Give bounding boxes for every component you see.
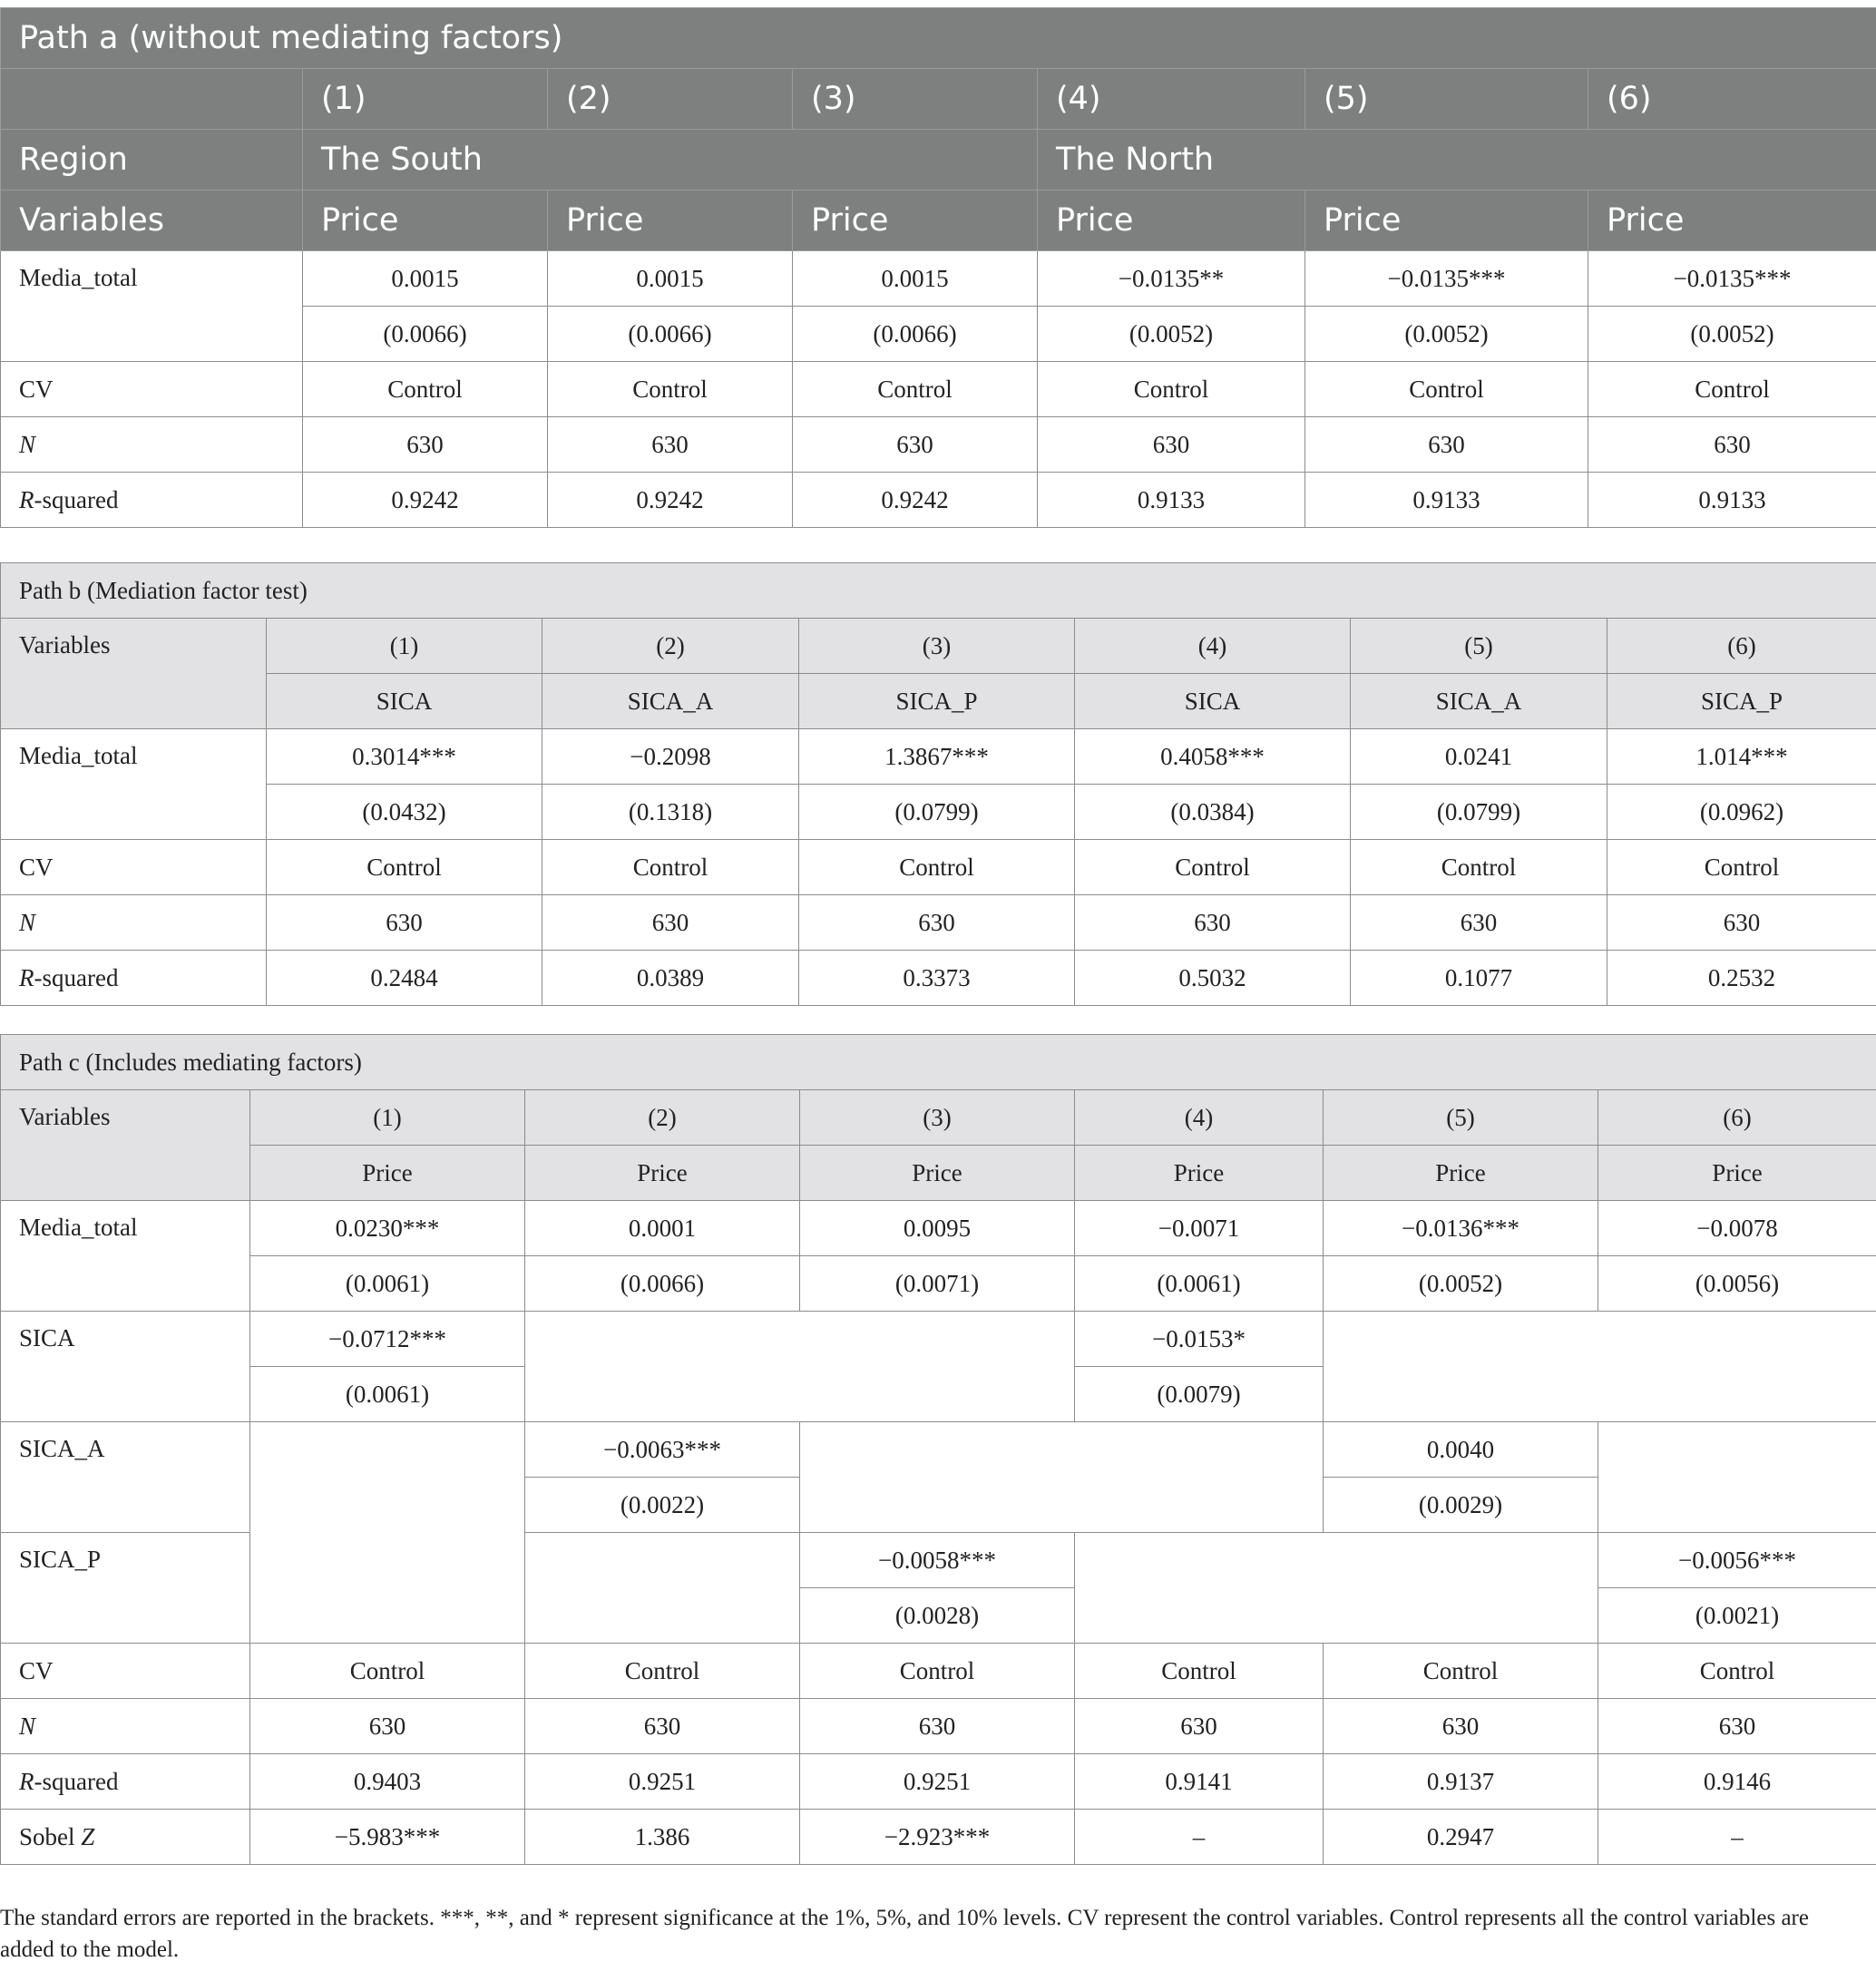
coef-cell: −0.0071: [1075, 1201, 1324, 1256]
coef-cell: −0.0136***: [1324, 1201, 1598, 1256]
coef-cell: 0.4058***: [1075, 729, 1351, 785]
sobel-cell: 0.2947: [1324, 1810, 1598, 1865]
cv-cell: Control: [1324, 1644, 1598, 1699]
column-number: (5): [1324, 1090, 1598, 1146]
se-cell: (0.0052): [1038, 307, 1305, 362]
n-cell: 630: [1607, 895, 1876, 951]
coef-cell: −0.0058***: [800, 1533, 1075, 1588]
coef-cell: −0.0135**: [1038, 251, 1305, 307]
row-label-sobel-z: [1, 1810, 250, 1865]
n-cell: 630: [548, 417, 793, 473]
r-symbol: R: [19, 963, 34, 991]
coef-cell: 0.0230***: [250, 1201, 525, 1256]
se-cell: (0.0799): [799, 785, 1075, 840]
coef-cell: 1.014***: [1607, 729, 1876, 785]
empty-cell: [250, 1422, 525, 1644]
dependent-variable: Price: [303, 190, 548, 251]
column-number: (3): [799, 619, 1075, 674]
row-label-n: N: [1, 417, 303, 473]
path-c-column-numbers: [1, 1090, 1876, 1146]
r2-cell: 0.9137: [1324, 1754, 1598, 1810]
variables-label: Variables: [1, 1090, 250, 1201]
table-row: [1, 417, 1876, 473]
se-cell: (0.0066): [548, 307, 793, 362]
column-number: (6): [1598, 1090, 1876, 1146]
r2-cell: 0.5032: [1075, 951, 1351, 1006]
coef-cell: 0.0040: [1324, 1422, 1598, 1478]
n-cell: 630: [793, 417, 1038, 473]
se-cell: (0.0061): [250, 1256, 525, 1312]
n-cell: 630: [267, 895, 542, 951]
sobel-cell: −2.923***: [800, 1810, 1075, 1865]
row-label-sica-a: SICA_A: [1, 1422, 250, 1533]
se-cell: (0.0799): [1351, 785, 1607, 840]
coef-cell: −0.0135***: [1588, 251, 1876, 307]
table-row: [1, 1256, 1876, 1312]
cv-cell: Control: [548, 362, 793, 417]
table-row: [1, 951, 1876, 1006]
se-cell: (0.0432): [267, 785, 542, 840]
cv-cell: Control: [525, 1644, 800, 1699]
r2-cell: 0.9242: [303, 473, 548, 528]
r2-cell: 0.9251: [800, 1754, 1075, 1810]
column-number: (2): [542, 619, 799, 674]
dependent-variable: SICA_A: [1351, 674, 1607, 729]
column-number: (5): [1351, 619, 1607, 674]
n-cell: 630: [800, 1699, 1075, 1754]
r-suffix: -squared: [34, 1767, 119, 1795]
table-row: [1, 1422, 1876, 1478]
dependent-variable: Price: [793, 190, 1038, 251]
r2-cell: 0.9146: [1598, 1754, 1876, 1810]
dependent-variable: Price: [1598, 1146, 1876, 1201]
r2-cell: 0.9242: [793, 473, 1038, 528]
se-cell: (0.0052): [1588, 307, 1876, 362]
path-a-region-row: [1, 130, 1876, 190]
dependent-variable: Price: [1075, 1146, 1324, 1201]
n-cell: 630: [1351, 895, 1607, 951]
sobel-cell: −5.983***: [250, 1810, 525, 1865]
r-suffix: -squared: [34, 485, 119, 513]
dependent-variable: SICA_P: [1607, 674, 1876, 729]
cv-cell: Control: [542, 840, 799, 895]
coef-cell: 0.0015: [303, 251, 548, 307]
cv-cell: Control: [1305, 362, 1588, 417]
dependent-variable: Price: [250, 1146, 525, 1201]
path-a-table: [0, 7, 1876, 528]
dependent-variable: SICA_A: [542, 674, 799, 729]
table-row: [1, 840, 1876, 895]
se-cell: (0.0071): [800, 1256, 1075, 1312]
column-number: (2): [525, 1090, 800, 1146]
cv-cell: Control: [1038, 362, 1305, 417]
coef-cell: 0.0015: [548, 251, 793, 307]
r2-cell: 0.9133: [1588, 473, 1876, 528]
dependent-variable: SICA_P: [799, 674, 1075, 729]
r-symbol: R: [19, 485, 34, 513]
r-symbol: R: [19, 1767, 34, 1795]
n-cell: 630: [1324, 1699, 1598, 1754]
row-label-r-squared: [1, 1754, 250, 1810]
sobel-cell: –: [1075, 1810, 1324, 1865]
table-row: [1, 1754, 1876, 1810]
cv-cell: Control: [1075, 1644, 1324, 1699]
coef-cell: 1.3867***: [799, 729, 1075, 785]
cv-cell: Control: [793, 362, 1038, 417]
row-label-cv: CV: [1, 362, 303, 417]
table-row: [1, 895, 1876, 951]
cv-cell: Control: [1351, 840, 1607, 895]
r2-cell: 0.0389: [542, 951, 799, 1006]
column-number: (4): [1038, 69, 1305, 130]
se-cell: (0.0061): [1075, 1256, 1324, 1312]
r2-cell: 0.9133: [1038, 473, 1305, 528]
column-number: (3): [800, 1090, 1075, 1146]
path-a-column-numbers: [1, 69, 1876, 130]
table-row: [1, 1810, 1876, 1865]
r2-cell: 0.9251: [525, 1754, 800, 1810]
table-row: [1, 362, 1876, 417]
se-cell: (0.0056): [1598, 1256, 1876, 1312]
se-cell: (0.0061): [250, 1367, 525, 1422]
se-cell: (0.1318): [542, 785, 799, 840]
column-number: (1): [267, 619, 542, 674]
n-cell: 630: [1038, 417, 1305, 473]
sobel-prefix: Sobel: [19, 1822, 82, 1850]
cv-cell: Control: [1588, 362, 1876, 417]
row-label-cv: CV: [1, 840, 267, 895]
region-label: Region: [1, 130, 303, 190]
table-row: [1, 473, 1876, 528]
cv-cell: Control: [800, 1644, 1075, 1699]
r2-cell: 0.9133: [1305, 473, 1588, 528]
coef-cell: −0.0153*: [1075, 1312, 1324, 1367]
row-label-sica: SICA: [1, 1312, 250, 1422]
sobel-cell: 1.386: [525, 1810, 800, 1865]
table-footnote: The standard errors are reported in the brackets. ***, **, and * represent significance at the 1%, 5%, and 10% levels. CV represent the control variables. Control represents all the control variables are added to the model.: [0, 1906, 1809, 1962]
n-cell: 630: [542, 895, 799, 951]
row-label-r-squared: [1, 951, 267, 1006]
r2-cell: 0.3373: [799, 951, 1075, 1006]
row-label-n: N: [1, 1699, 250, 1754]
empty-cell: [1324, 1312, 1876, 1422]
se-cell: (0.0052): [1305, 307, 1588, 362]
sobel-cell: –: [1598, 1810, 1876, 1865]
column-number: (6): [1607, 619, 1876, 674]
se-cell: (0.0052): [1324, 1256, 1598, 1312]
region-north: The North: [1038, 130, 1876, 190]
column-number: (1): [250, 1090, 525, 1146]
se-cell: (0.0066): [525, 1256, 800, 1312]
coef-cell: 0.3014***: [267, 729, 542, 785]
se-cell: (0.0028): [800, 1588, 1075, 1644]
cv-cell: Control: [1607, 840, 1876, 895]
dependent-variable: SICA: [1075, 674, 1351, 729]
table-row: [1, 251, 1876, 307]
se-cell: (0.0066): [793, 307, 1038, 362]
r2-cell: 0.9141: [1075, 1754, 1324, 1810]
region-south: The South: [303, 130, 1038, 190]
row-label-media-total: Media_total: [1, 1201, 250, 1312]
column-number: (4): [1075, 619, 1351, 674]
coef-cell: −0.0056***: [1598, 1533, 1876, 1588]
column-number: (4): [1075, 1090, 1324, 1146]
path-b-table: [0, 562, 1876, 1006]
se-cell: (0.0029): [1324, 1478, 1598, 1533]
row-label-n: N: [1, 895, 267, 951]
n-cell: 630: [250, 1699, 525, 1754]
se-cell: (0.0021): [1598, 1588, 1876, 1644]
row-label-r-squared: [1, 473, 303, 528]
r2-cell: 0.2532: [1607, 951, 1876, 1006]
table-row: [1, 729, 1876, 785]
se-cell: (0.0384): [1075, 785, 1351, 840]
table-row: [1, 1201, 1876, 1256]
coef-cell: 0.0015: [793, 251, 1038, 307]
empty-cell: [1075, 1533, 1598, 1644]
n-cell: 630: [303, 417, 548, 473]
variables-label: Variables: [1, 619, 267, 729]
se-cell: (0.0066): [303, 307, 548, 362]
empty-cell: [1598, 1422, 1876, 1533]
empty-cell: [800, 1422, 1324, 1533]
z-symbol: Z: [81, 1822, 95, 1850]
coef-cell: 0.0241: [1351, 729, 1607, 785]
table-row: [1, 785, 1876, 840]
n-cell: 630: [1305, 417, 1588, 473]
column-number: (5): [1305, 69, 1588, 130]
coef-cell: −0.0063***: [525, 1422, 800, 1478]
path-a-title: Path a (without mediating factors): [1, 8, 1876, 69]
path-c-dependent-row: [1, 1146, 1876, 1201]
empty-cell: [525, 1533, 800, 1644]
cv-cell: Control: [303, 362, 548, 417]
dependent-variable: SICA: [267, 674, 542, 729]
cv-cell: Control: [1598, 1644, 1876, 1699]
r2-cell: 0.9242: [548, 473, 793, 528]
coef-cell: −0.2098: [542, 729, 799, 785]
dependent-variable: Price: [1588, 190, 1876, 251]
n-cell: 630: [1598, 1699, 1876, 1754]
r-suffix: -squared: [34, 963, 119, 991]
dependent-variable: Price: [1305, 190, 1588, 251]
path-c-title: Path c (Includes mediating factors): [1, 1035, 1876, 1090]
r2-cell: 0.2484: [267, 951, 542, 1006]
n-cell: 630: [525, 1699, 800, 1754]
path-b-column-numbers: [1, 619, 1876, 674]
coef-cell: −0.0135***: [1305, 251, 1588, 307]
row-label-sica-p: SICA_P: [1, 1533, 250, 1644]
path-a-variables-row: [1, 190, 1876, 251]
header-cell: [1, 69, 303, 130]
coef-cell: −0.0712***: [250, 1312, 525, 1367]
n-cell: 630: [1075, 1699, 1324, 1754]
coef-cell: −0.0078: [1598, 1201, 1876, 1256]
table-row: [1, 1312, 1876, 1367]
table-row: [1, 1644, 1876, 1699]
r2-cell: 0.1077: [1351, 951, 1607, 1006]
cv-cell: Control: [250, 1644, 525, 1699]
dependent-variable: Price: [548, 190, 793, 251]
n-cell: 630: [799, 895, 1075, 951]
table-row: [1, 1699, 1876, 1754]
column-number: (6): [1588, 69, 1876, 130]
variables-label: Variables: [1, 190, 303, 251]
column-number: (2): [548, 69, 793, 130]
column-number: (1): [303, 69, 548, 130]
dependent-variable: Price: [1324, 1146, 1598, 1201]
coef-cell: 0.0095: [800, 1201, 1075, 1256]
row-label-media-total: Media_total: [1, 729, 267, 840]
n-cell: 630: [1588, 417, 1876, 473]
empty-cell: [525, 1312, 1075, 1422]
cv-cell: Control: [267, 840, 542, 895]
coef-cell: 0.0001: [525, 1201, 800, 1256]
cv-cell: Control: [799, 840, 1075, 895]
column-number: (3): [793, 69, 1038, 130]
path-b-dependent-row: [1, 674, 1876, 729]
dependent-variable: Price: [525, 1146, 800, 1201]
se-cell: (0.0079): [1075, 1367, 1324, 1422]
path-b-title: Path b (Mediation factor test): [1, 563, 1876, 619]
n-cell: 630: [1075, 895, 1351, 951]
row-label-cv: CV: [1, 1644, 250, 1699]
se-cell: (0.0022): [525, 1478, 800, 1533]
dependent-variable: Price: [800, 1146, 1075, 1201]
dependent-variable: Price: [1038, 190, 1305, 251]
r2-cell: 0.9403: [250, 1754, 525, 1810]
path-c-table: [0, 1034, 1876, 1865]
se-cell: (0.0962): [1607, 785, 1876, 840]
row-label-media-total: Media_total: [1, 251, 303, 362]
cv-cell: Control: [1075, 840, 1351, 895]
